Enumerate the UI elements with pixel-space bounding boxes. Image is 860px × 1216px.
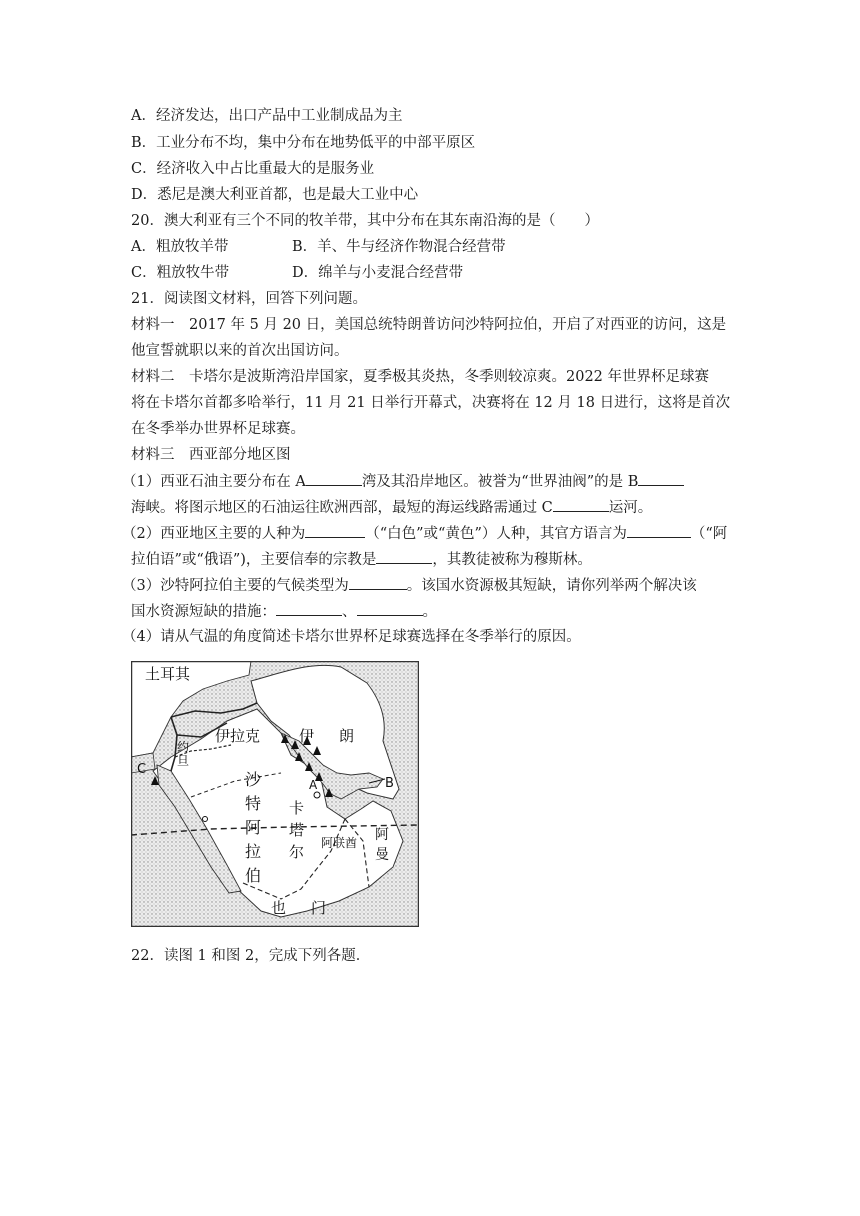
material-2-line-3: 在冬季举办世界杯足球赛。 bbox=[131, 421, 305, 437]
label-saudi: 拉 bbox=[245, 842, 262, 861]
question-3-line-1: （3）沙特阿拉伯主要的气候类型为 。该国水资源极其短缺，请你列举两个解决该 bbox=[122, 575, 697, 596]
label-saudi: 沙 bbox=[245, 770, 262, 789]
question-1-line-1: （1）西亚石油主要分布在 A 湾及其沿岸地区。被誉为“世界油阀”的是 B bbox=[122, 471, 684, 492]
answer-blank-strait[interactable] bbox=[638, 471, 684, 486]
label-saudi: 伯 bbox=[245, 866, 262, 885]
answer-blank-gulf[interactable] bbox=[306, 471, 362, 486]
label-yemen-1: 也 bbox=[271, 899, 287, 917]
q20-options-row-1 bbox=[131, 237, 506, 257]
label-jordan-1: 约 bbox=[177, 740, 190, 754]
label-iran-2: 朗 bbox=[339, 727, 355, 745]
label-oman-2: 曼 bbox=[375, 847, 389, 863]
label-qatar: 卡 bbox=[289, 799, 305, 817]
material-2-line-2: 将在卡塔尔首都多哈举行，11 月 21 日举行开幕式，决赛将在 12 月 18 日进行，这将是首次 bbox=[131, 395, 731, 411]
label-qatar: 塔 bbox=[289, 821, 305, 839]
label-oman-1: 阿 bbox=[375, 827, 389, 843]
q19-option-b: B．工业分布不均，集中分布在地势低平的中部平原区 bbox=[131, 135, 476, 151]
q19-option-d: D．悉尼是澳大利亚首都，也是最大工业中心 bbox=[131, 187, 419, 203]
q20-option-d: D．绵羊与小麦混合经营带 bbox=[292, 265, 464, 281]
answer-blank-measure-2[interactable] bbox=[357, 601, 423, 616]
material-1-line-1: 材料一 2017 年 5 月 20 日，美国总统特朗普访问沙特阿拉伯，开启了对西亚的访问，这是 bbox=[131, 317, 727, 333]
q20-option-c: C．粗放牧牛带 bbox=[131, 265, 230, 281]
material-2-line-1: 材料二 卡塔尔是波斯湾沿岸国家，夏季极其炎热，冬季则较凉爽。2022 年世界杯足球赛 bbox=[131, 369, 710, 385]
question-3-line-2: 国水资源短缺的措施： 、 。 bbox=[131, 601, 437, 622]
q22-stem: 22．读图 1 和图 2，完成下列各题． bbox=[131, 948, 371, 964]
question-2-line-1: （2）西亚地区主要的人种为 （“白色”或“黄色”）人种，其官方语言为 （“阿 bbox=[122, 523, 727, 544]
question-4: （4）请从气温的角度简述卡塔尔世界杯足球赛选择在冬季举行的原因。 bbox=[122, 629, 581, 645]
label-saudi: 阿 bbox=[245, 818, 262, 837]
material-1-line-2: 他宣誓就职以来的首次出国访问。 bbox=[131, 343, 349, 359]
answer-blank-race[interactable] bbox=[305, 523, 365, 538]
q20-option-b: B．羊、牛与经济作物混合经营带 bbox=[292, 239, 506, 255]
label-b: B bbox=[385, 776, 394, 791]
answer-blank-language[interactable] bbox=[627, 523, 691, 538]
label-qatar: 尔 bbox=[289, 843, 305, 861]
label-saudi: 特 bbox=[245, 794, 262, 813]
answer-blank-religion[interactable] bbox=[376, 549, 432, 564]
label-c: C bbox=[137, 762, 147, 777]
label-uae: 阿联酋 bbox=[321, 836, 358, 850]
question-2-line-2: 拉伯语”或“俄语”)，主要信奉的宗教是 ，其教徒被称为穆斯林。 bbox=[131, 549, 592, 570]
answer-blank-measure-1[interactable] bbox=[276, 601, 342, 616]
q21-stem: 21．阅读图文材料，回答下列问题。 bbox=[131, 291, 367, 307]
label-yemen-2: 门 bbox=[311, 899, 327, 917]
label-a: A bbox=[309, 778, 318, 792]
answer-blank-climate[interactable] bbox=[349, 575, 407, 590]
q20-option-a: A．粗放牧羊带 bbox=[131, 239, 229, 255]
question-1-line-2: 海峡。将图示地区的石油运往欧洲西部，最短的海运线路需通过 C 运河。 bbox=[131, 497, 652, 518]
label-turkey: 土耳其 bbox=[145, 665, 191, 683]
label-jordan-2: 旦 bbox=[177, 754, 190, 768]
material-3-title: 材料三 西亚部分地区图 bbox=[131, 447, 291, 463]
q19-option-a: A．经济发达，出口产品中工业制成品为主 bbox=[131, 108, 403, 124]
west-asia-map bbox=[131, 661, 419, 927]
city-marker bbox=[314, 792, 320, 798]
answer-blank-canal[interactable] bbox=[553, 497, 609, 512]
q20-options-row-2 bbox=[131, 263, 463, 283]
city-marker bbox=[203, 817, 208, 822]
label-iran-1: 伊 bbox=[299, 727, 315, 745]
label-iraq: 伊拉克 bbox=[215, 727, 261, 745]
q19-option-c: C．经济收入中占比重最大的是服务业 bbox=[131, 161, 375, 177]
q20-stem: 20．澳大利亚有三个不同的牧羊带，其中分布在其东南沿海的是（ ） bbox=[131, 213, 599, 229]
